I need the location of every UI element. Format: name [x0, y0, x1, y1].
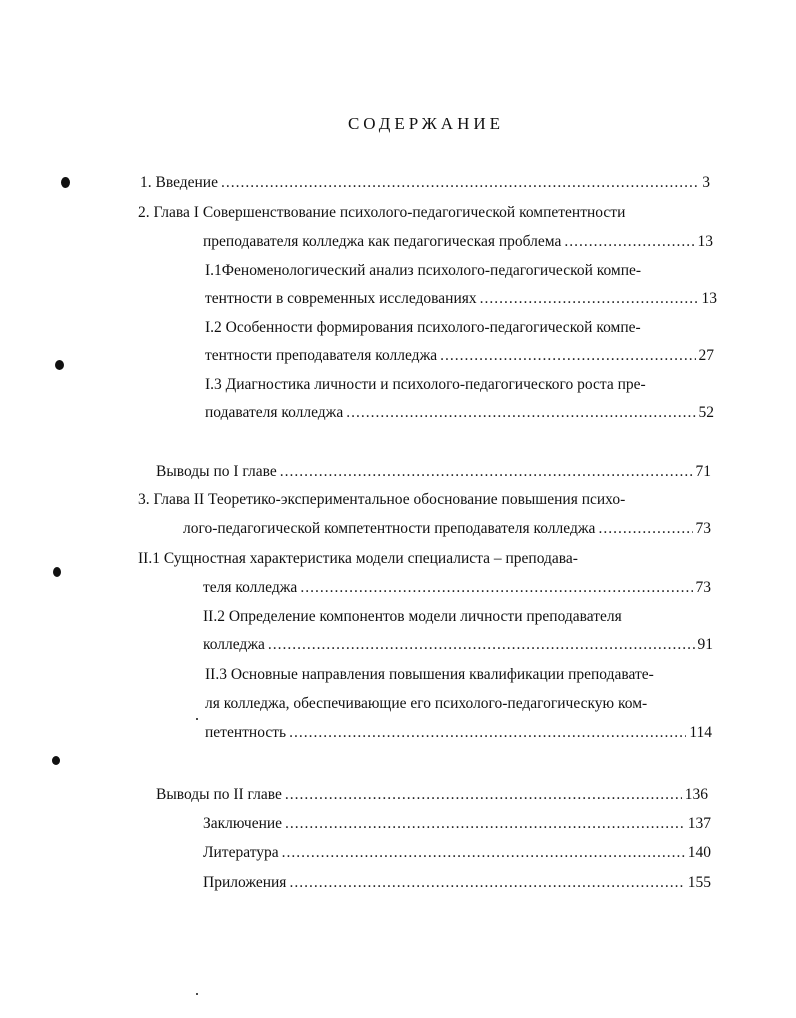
toc-leader-dots	[289, 723, 686, 743]
toc-page-number: 71	[695, 463, 711, 480]
toc-page-number: 91	[697, 636, 713, 653]
toc-entry-section-1-2-line-1: I.2 Особенности формирования психолого-педагогической компе-	[205, 319, 641, 336]
scan-speck	[196, 718, 198, 720]
scan-speck	[52, 756, 60, 765]
toc-leader-dots	[480, 289, 699, 309]
scan-speck	[53, 567, 61, 577]
toc-entry-section-1-1-line-1: I.1Феноменологический анализ психолого-педагогической компе-	[205, 262, 642, 279]
toc-entry-section-2-2	[203, 635, 713, 655]
toc-entry-label: преподавателя колледжа как педагогическая проблема	[203, 233, 562, 250]
toc-entry-chapter-1	[203, 232, 713, 252]
toc-entry-label: подавателя колледжа	[205, 404, 344, 421]
toc-page-number: 155	[687, 874, 711, 891]
toc-entry-label: Заключение	[203, 815, 283, 832]
toc-leader-dots	[440, 346, 695, 366]
toc-entry-appendices	[203, 873, 711, 893]
toc-entry-section-2-1-line-1: II.1 Сущностная характеристика модели специалиста – преподава-	[138, 550, 578, 567]
toc-entry-label: Выводы по II главе	[156, 786, 282, 803]
toc-entry-conclusions-chapter-1	[156, 462, 711, 482]
toc-page-number: 27	[698, 347, 714, 364]
toc-leader-dots	[282, 843, 685, 863]
toc-entry-label: тентности в современных исследованиях	[205, 290, 477, 307]
toc-entry-label: Приложения	[203, 874, 287, 891]
toc-entry-section-2-3	[205, 723, 712, 743]
toc-page-number: 136	[684, 786, 708, 803]
toc-page-number: 73	[695, 520, 711, 537]
toc-entry-section-1-3-line-1: I.3 Диагностика личности и психолого-педагогического роста пре-	[205, 376, 646, 393]
toc-leader-dots	[598, 519, 692, 539]
toc-entry-section-2-3-line-1: II.3 Основные направления повышения квалификации преподавате-	[205, 666, 654, 683]
toc-page-number: 13	[701, 290, 717, 307]
toc-entry-section-2-2-line-1: II.2 Определение компонентов модели личности преподавателя	[203, 608, 622, 625]
toc-entry-label: Выводы по I главе	[156, 463, 277, 480]
toc-leader-dots	[564, 232, 694, 252]
toc-entry-label: тентности преподавателя колледжа	[205, 347, 438, 364]
toc-entry-literature	[203, 843, 711, 863]
scan-speck	[196, 993, 198, 995]
toc-leader-dots	[221, 173, 699, 193]
toc-entry-section-2-3-line-2: ля колледжа, обеспечивающие его психолого-педагогическую ком-	[205, 695, 648, 712]
toc-page-number: 13	[697, 233, 713, 250]
toc-entry-label: колледжа	[203, 636, 265, 653]
toc-entry-conclusion	[203, 814, 711, 834]
toc-page-number: 73	[695, 579, 711, 596]
toc-entry-chapter-2-line-1: 3. Глава II Теоретико-экспериментальное обоснование повышения психо-	[138, 491, 626, 508]
toc-page-number: 114	[689, 724, 712, 741]
toc-leader-dots	[300, 578, 692, 598]
toc-entry-section-1-1	[205, 289, 717, 309]
toc-entry-chapter-2	[183, 519, 711, 539]
toc-page-number: 137	[687, 815, 711, 832]
toc-entry-label: Литература	[203, 844, 279, 861]
scan-speck	[61, 177, 70, 188]
toc-entry-chapter-1-line-1: 2. Глава I Совершенствование психолого-педагогической компетентности	[138, 204, 626, 221]
toc-page-number: 3	[702, 174, 710, 191]
toc-entry-label: лого-педагогической компетентности преподавателя колледжа	[183, 520, 596, 537]
toc-entry-label: теля колледжа	[203, 579, 298, 596]
toc-leader-dots	[289, 873, 684, 893]
toc-entry-section-1-2	[205, 346, 714, 366]
toc-leader-dots	[280, 462, 693, 482]
toc-leader-dots	[268, 635, 695, 655]
toc-leader-dots	[346, 403, 695, 423]
toc-entry-section-2-1	[203, 578, 711, 598]
toc-entry-conclusions-chapter-2	[156, 785, 708, 805]
page-title: СОДЕРЖАНИЕ	[347, 114, 505, 133]
toc-entry-label: петентность	[205, 724, 287, 741]
toc-entry-introduction	[140, 173, 710, 193]
toc-entry-section-1-3	[205, 403, 714, 423]
scan-speck	[55, 360, 64, 370]
toc-page-number: 52	[698, 404, 714, 421]
toc-page-number: 140	[687, 844, 711, 861]
toc-leader-dots	[285, 814, 685, 834]
toc-leader-dots	[285, 785, 682, 805]
toc-entry-label: 1. Введение	[140, 174, 218, 191]
